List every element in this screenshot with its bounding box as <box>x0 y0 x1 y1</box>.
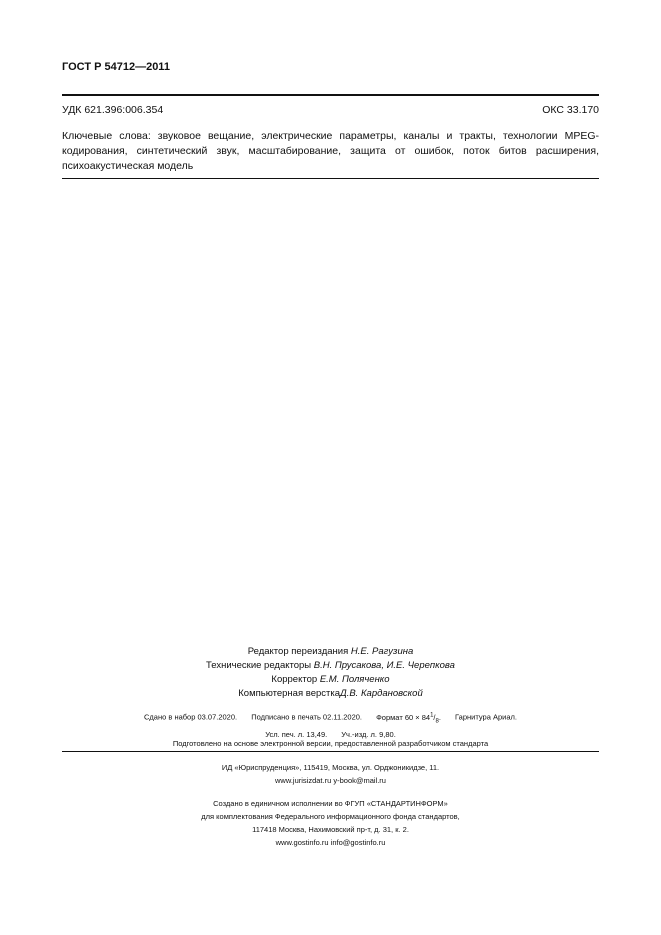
corrector-line <box>62 673 599 687</box>
publication-line-1 <box>62 709 599 728</box>
printer-links: www.gostinfo.ru info@gostinfo.ru <box>275 838 386 847</box>
publication-info <box>62 709 599 741</box>
signed-date: Подписано в печать 02.11.2020. <box>251 712 363 722</box>
publisher-address: ИД «Юриспруденция», 115419, Москва, ул. Орджоникидзе, 11. <box>221 763 440 772</box>
format: Формат $60 \times 84^1/_8$. <box>376 712 441 724</box>
corrector-label: Корректор <box>271 674 318 685</box>
standard-id: ГОСТ Р 54712—2011 <box>62 61 170 73</box>
publisher-info <box>62 761 599 787</box>
sent-date: Сдано в набор 03.07.2020. <box>144 712 238 722</box>
keywords-paragraph: Ключевые слова: звуковое вещание, электрические параметры, каналы и тракты, технологии MPEG-кодирования, синтетический звук, масштабирование, защита от ошибок, поток битов расширения, психоакустическая модель <box>62 130 599 172</box>
oks-code: ОКС 33.170 <box>542 104 599 116</box>
editor-name: Н.Е. Рагузина <box>350 646 414 657</box>
printer-line-3: 117418 Москва, Нахимовский пр-т, д. 31, к. 2. <box>252 825 409 834</box>
udk-code: УДК 621.396:006.354 <box>62 104 164 116</box>
footer-divider <box>62 751 599 752</box>
tech-editors-names: В.Н. Прусакова, И.Е. Черепкова <box>313 660 455 671</box>
keywords-divider <box>62 178 599 179</box>
tech-editors-line <box>62 659 599 673</box>
publisher-links: www.jurisizdat.ru y-book@mail.ru <box>275 776 386 785</box>
editor-line <box>62 645 599 659</box>
credits-block <box>62 645 599 701</box>
layout-name: Д.В. Кардановской <box>340 688 423 699</box>
editor-label: Редактор переиздания <box>247 646 349 657</box>
uch-sheets: Уч.-изд. л. 9,80. <box>341 730 396 739</box>
printer-info <box>62 797 599 849</box>
usl-sheets: Усл. печ. л. 13,49. <box>265 730 328 739</box>
layout-label: Компьютерная верстка <box>238 688 341 699</box>
corrector-name: Е.М. Поляченко <box>319 674 390 685</box>
top-divider <box>62 94 599 96</box>
prepared-note: Подготовлено на основе электронной версии, предоставленной разработчиком стандарта <box>172 739 489 748</box>
printer-line-1: Создано в единичном исполнении во ФГУП «СТАНДАРТИНФОРМ» <box>213 799 448 808</box>
tech-editors-label: Технические редакторы <box>206 660 312 671</box>
printer-line-2: для комплектования Федерального информационного фонда стандартов, <box>201 812 460 821</box>
font-info: Гарнитура Ариал. <box>455 712 517 722</box>
layout-line <box>62 687 599 701</box>
